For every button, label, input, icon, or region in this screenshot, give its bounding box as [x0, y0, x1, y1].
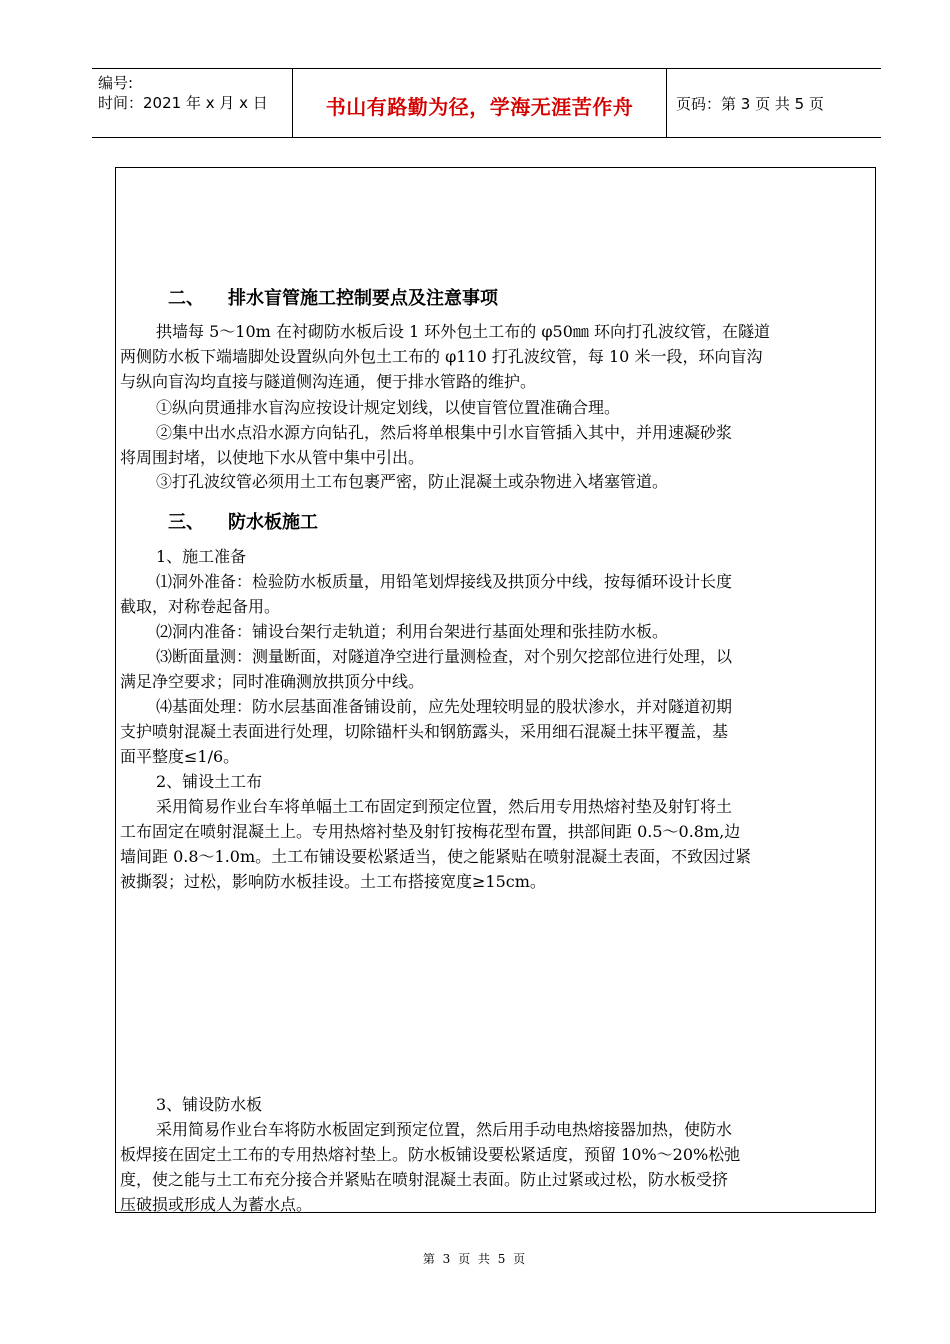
text-line: 压破损或形成人为蓄水点。 — [120, 1195, 313, 1214]
item-base-treatment — [120, 694, 870, 769]
text-line: ⑶断面量测：测量断面，对隧道净空进行量测检查，对个别欠挖部位进行处理，以 — [156, 647, 733, 666]
text-line: 采用简易作业台车将单幅土工布固定到预定位置，然后用专用热熔衬垫及射钉将土 — [156, 797, 733, 816]
subsection-3-body — [120, 1117, 870, 1217]
item-section-measure — [120, 644, 870, 694]
item-outside-prep — [120, 569, 870, 619]
section-3-number: 三、 — [168, 512, 204, 533]
subsection-1-title: 1、施工准备 — [156, 547, 247, 566]
text-line: 支护喷射混凝土表面进行处理，切除锚杆头和钢筋露头，采用细石混凝土抹平覆盖，基 — [120, 722, 729, 741]
page-header — [92, 68, 881, 138]
content-frame — [115, 167, 876, 1213]
text-line: 将周围封堵，以使地下水从管中集中引出。 — [120, 448, 425, 467]
text-line: ⑷基面处理：防水层基面准备铺设前，应先处理较明显的股状渗水，并对隧道初期 — [156, 697, 733, 716]
list-item-2 — [120, 420, 870, 470]
text-line: 面平整度≤1/6。 — [120, 747, 240, 766]
section-2-intro — [120, 319, 870, 394]
list-item-1: ①纵向贯通排水盲沟应按设计规定划线，以使盲管位置准确合理。 — [156, 398, 621, 417]
subsection-2-title: 2、铺设土工布 — [156, 772, 263, 791]
text-line: 满足净空要求；同时准确测放拱顶分中线。 — [120, 672, 425, 691]
text-line: 工布固定在喷射混凝土上。专用热熔衬垫及射钉按梅花型布置，拱部间距 0.5～0.8m,边 — [120, 822, 741, 841]
header-page-number: 页码：第 3 页 共 5 页 — [676, 95, 824, 113]
document-date: 时间：2021 年 x 月 x 日 — [98, 94, 268, 112]
text-line: ②集中出水点沿水源方向钻孔，然后将单根集中引水盲管插入其中，并用速凝砂浆 — [156, 423, 733, 442]
section-3-heading — [168, 508, 318, 534]
header-page-cell — [666, 69, 881, 137]
text-line: 两侧防水板下端墙脚处设置纵向外包土工布的 φ110 打孔波纹管，每 10 米一段，环向盲沟 — [120, 347, 763, 366]
page-footer: 第 3 页 共 5 页 — [422, 1252, 528, 1266]
text-line: 采用简易作业台车将防水板固定到预定位置，然后用手动电热熔接器加热，使防水 — [156, 1120, 733, 1139]
text-line: 度，使之能与土工布充分接合并紧贴在喷射混凝土表面。防止过紧或过松，防水板受挤 — [120, 1170, 729, 1189]
header-meta — [92, 69, 292, 137]
section-2-number: 二、 — [168, 288, 204, 309]
text-line: 拱墙每 5～10m 在衬砌防水板后设 1 环外包土工布的 φ50㎜ 环向打孔波纹管，在隧道 — [156, 322, 770, 341]
text-line: 墙间距 0.8～1.0m。土工布铺设要松紧适当，使之能紧贴在喷射混凝土表面，不致因过紧 — [120, 847, 752, 866]
list-item-3: ③打孔波纹管必须用土工布包裹严密，防止混凝土或杂物进入堵塞管道。 — [156, 472, 669, 491]
text-line: 板焊接在固定土工布的专用热熔衬垫上。防水板铺设要松紧适度，预留 10%～20%松弛 — [120, 1145, 741, 1164]
text-line: 截取，对称卷起备用。 — [120, 597, 281, 616]
text-line: 与纵向盲沟均直接与隧道侧沟连通，便于排水管路的维护。 — [120, 372, 537, 391]
header-motto: 书山有路勤为径，学海无涯苦作舟 — [325, 95, 634, 119]
header-motto-cell — [292, 69, 667, 137]
document-number-label: 编号: — [98, 74, 134, 92]
section-2-heading — [168, 284, 498, 310]
section-3-title: 防水板施工 — [228, 512, 318, 533]
subsection-2-body — [120, 794, 870, 894]
subsection-3-title: 3、铺设防水板 — [156, 1095, 263, 1114]
text-line: ⑴洞外准备：检验防水板质量，用铅笔划焊接线及拱顶分中线，按每循环设计长度 — [156, 572, 733, 591]
item-inside-prep: ⑵洞内准备：铺设台架行走轨道；利用台架进行基面处理和张挂防水板。 — [156, 622, 669, 641]
section-2-title: 排水盲管施工控制要点及注意事项 — [228, 288, 498, 309]
text-line: 被撕裂；过松，影响防水板挂设。土工布搭接宽度≥15cm。 — [120, 872, 546, 891]
